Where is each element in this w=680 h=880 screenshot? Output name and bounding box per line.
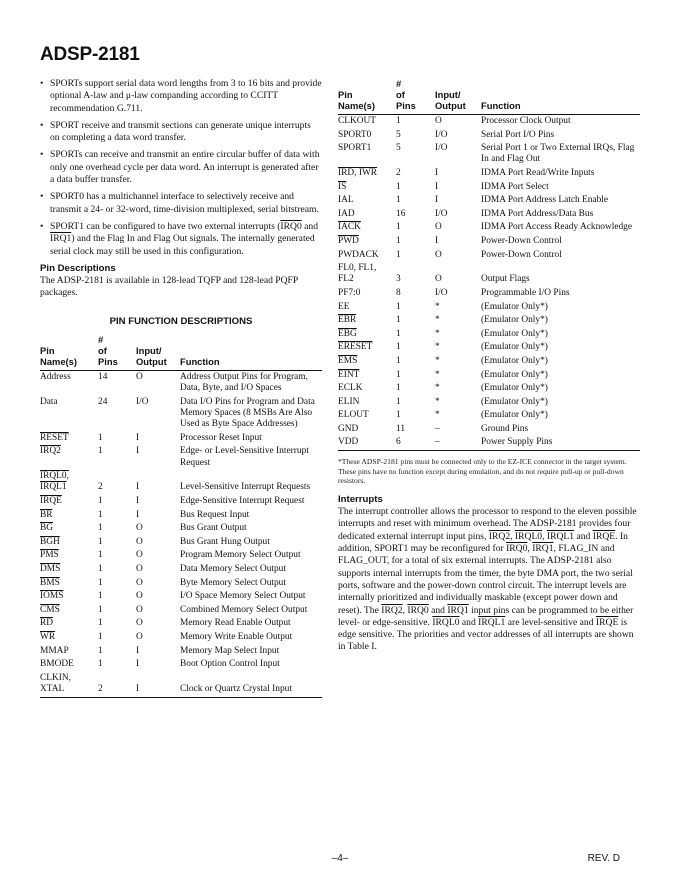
- pin-direction: I/O: [435, 129, 448, 140]
- table-row: [338, 129, 640, 143]
- pin-name: EE: [338, 301, 350, 312]
- pin-function: Processor Clock Output: [481, 116, 571, 126]
- table-row: [338, 369, 640, 383]
- pin-name: PF7:0: [338, 287, 361, 298]
- interrupts-heading: Interrupts: [338, 493, 383, 505]
- pin-count: 1: [98, 509, 103, 520]
- pin-direction: O: [435, 249, 442, 260]
- table-row: [338, 142, 640, 167]
- pin-function: Power-Down Control: [481, 249, 562, 260]
- pin-direction: I: [136, 496, 140, 507]
- pin-name: BMODE: [40, 659, 74, 670]
- pin-direction: I: [435, 167, 439, 178]
- pin-count: 3: [396, 274, 401, 285]
- table-row: [40, 617, 322, 631]
- table-row: [40, 396, 322, 432]
- table-row: [338, 167, 640, 181]
- table-row: [40, 495, 322, 509]
- table-row: [338, 194, 640, 208]
- pin-name: EINT: [338, 369, 360, 380]
- pin-count: 1: [396, 369, 401, 380]
- table-row: [338, 423, 640, 437]
- pin-count: 1: [98, 604, 103, 615]
- pin-direction: I: [435, 195, 439, 206]
- pin-function: (Emulator Only*): [481, 355, 548, 366]
- pin-count: 1: [396, 396, 401, 407]
- pin-function: Level-Sensitive Interrupt Requests: [180, 482, 311, 493]
- pin-direction: *: [435, 328, 440, 339]
- pin-direction: –: [435, 423, 440, 434]
- table-row: [338, 301, 640, 315]
- pin-name: ELOUT: [338, 410, 369, 421]
- pin-count: 5: [396, 129, 401, 140]
- table-row: [338, 436, 640, 450]
- pin-direction: O: [435, 274, 442, 285]
- pin-name: $\overline{BR}$: [40, 509, 53, 520]
- header-pin: Pin Name(s): [40, 345, 77, 368]
- pin-direction: I: [136, 482, 140, 493]
- pin-name: CLKIN, XTAL: [40, 672, 71, 694]
- pin-count: 1: [396, 328, 401, 339]
- table-row: [338, 355, 640, 369]
- pin-count: 1: [396, 355, 401, 366]
- pin-count: 1: [98, 496, 103, 507]
- pin-count: 1: [98, 523, 103, 534]
- pin-direction: O: [136, 591, 143, 602]
- pin-direction: I/O: [435, 143, 448, 154]
- pin-count: 1: [396, 410, 401, 421]
- pin-function: (Emulator Only*): [481, 369, 548, 380]
- pin-name: $\overline{PWD}$: [338, 235, 359, 246]
- pin-name: $\overline{IS}$: [338, 181, 347, 192]
- pin-function: Data I/O Pins for Program and Data Memory Spaces (8 MSBs Are Also Used as Byte Space Addresses): [180, 396, 315, 430]
- pin-count: 2: [98, 683, 103, 694]
- table-row: [40, 590, 322, 604]
- pin-name: IRQL0, IRQL1: [40, 471, 69, 493]
- pin-function: Memory Map Select Input: [180, 645, 280, 656]
- pin-count: 1: [396, 235, 401, 246]
- page-number: –4–: [331, 853, 349, 864]
- pin-function: (Emulator Only*): [481, 301, 548, 312]
- pin-count: 24: [98, 396, 108, 407]
- pin-function: Serial Port I/O Pins: [481, 129, 555, 140]
- table-row: [338, 115, 640, 129]
- pin-name: GND: [338, 423, 359, 434]
- pin-function: (Emulator Only*): [481, 396, 548, 407]
- pin-name: $\overline{CMS}$: [40, 604, 60, 615]
- pin-direction: I/O: [136, 396, 149, 407]
- pin-function: IDMA Port Read/Write Inputs: [481, 167, 595, 178]
- pin-count: 1: [396, 249, 401, 260]
- pin-count: 1: [98, 618, 103, 629]
- pin-function: (Emulator Only*): [481, 328, 548, 339]
- pin-function: IDMA Port Address Latch Enable: [481, 195, 609, 206]
- header-num: # of Pins: [98, 334, 118, 368]
- pin-count: 2: [396, 167, 401, 178]
- pin-direction: I: [136, 509, 140, 520]
- header-num: # of Pins: [396, 78, 416, 111]
- pin-function: Processor Reset Input: [180, 432, 262, 443]
- table-row: [338, 314, 640, 328]
- pin-direction: *: [435, 369, 440, 380]
- pin-function: Program Memory Select Output: [180, 550, 301, 561]
- pin-direction: *: [435, 342, 440, 353]
- bullet-item: • SPORT receive and transmit sections can generate unique interrupts on completing a data word transfer.: [40, 120, 322, 145]
- table-row: [338, 181, 640, 195]
- right-column: [338, 78, 640, 654]
- pin-function: Clock or Quartz Crystal Input: [180, 683, 292, 694]
- pin-direction: I: [136, 432, 140, 443]
- revision-label: REV. D: [587, 853, 620, 864]
- pin-count: 2: [98, 482, 103, 493]
- pin-direction: *: [435, 355, 440, 366]
- pin-count: 1: [396, 181, 401, 192]
- pin-direction: O: [136, 536, 143, 547]
- pin-table-right: [338, 78, 640, 451]
- pin-name: $\overline{DMS}$: [40, 564, 61, 574]
- pin-direction: *: [435, 301, 440, 312]
- pin-name: $\overline{EBG}$: [338, 328, 357, 339]
- pin-function: Bus Grant Output: [180, 523, 247, 534]
- pin-name: PWDACK: [338, 249, 379, 260]
- pin-count: 6: [396, 437, 401, 448]
- pin-function: (Emulator Only*): [481, 410, 548, 421]
- pin-function: Memory Write Enable Output: [180, 631, 293, 642]
- pin-name: IRD, IWR: [338, 167, 378, 178]
- pin-function: (Emulator Only*): [481, 315, 548, 326]
- pin-name: SPORT1: [338, 143, 372, 154]
- pin-function: (Emulator Only*): [481, 342, 548, 353]
- pin-direction: I: [435, 181, 439, 192]
- table-row: [40, 536, 322, 550]
- pin-count: 1: [98, 536, 103, 547]
- pin-count: 8: [396, 287, 401, 298]
- pin-name: $\overline{BG}$: [40, 523, 54, 534]
- pin-direction: O: [435, 116, 442, 126]
- pin-name: $\overline{WR}$: [40, 631, 56, 642]
- pin-function: Output Flags: [481, 274, 530, 285]
- table-row: [40, 445, 322, 470]
- pin-count: 1: [98, 591, 103, 602]
- table-row: [40, 604, 322, 618]
- pin-count: 1: [396, 342, 401, 353]
- table-row: [40, 432, 322, 446]
- pin-name: IOMS: [40, 591, 64, 602]
- pin-direction: O: [435, 222, 442, 233]
- pin-direction: *: [435, 396, 440, 407]
- pin-function: Edge-Sensitive Interrupt Request: [180, 496, 305, 507]
- pin-function: (Emulator Only*): [481, 383, 548, 394]
- pin-count: 1: [98, 631, 103, 642]
- pin-name: ERESET: [338, 342, 373, 353]
- table-row: [338, 328, 640, 342]
- pin-name: Data: [40, 396, 58, 407]
- pin-function: Edge- or Level-Sensitive Interrupt Request: [180, 446, 309, 468]
- pin-direction: O: [136, 550, 143, 561]
- table-row: [40, 672, 322, 697]
- pin-count: 1: [98, 550, 103, 561]
- pin-direction: O: [136, 577, 143, 588]
- pin-name: MMAP: [40, 645, 69, 656]
- table-row: [338, 409, 640, 423]
- pin-count: 1: [396, 315, 401, 326]
- pin-direction: *: [435, 383, 440, 394]
- bullet-item: • SPORTs support serial data word lengths from 3 to 16 bits and provide optional A-law and μ-law companding according to CCITT recommendation G.711.: [40, 78, 322, 115]
- pin-descriptions-heading: Pin Descriptions: [40, 262, 116, 274]
- pin-count: 1: [396, 222, 401, 233]
- pin-name: IAL: [338, 195, 354, 206]
- pin-direction: O: [136, 618, 143, 629]
- table-row: [40, 522, 322, 536]
- left-column: [40, 78, 322, 698]
- pin-name: Address: [40, 372, 71, 383]
- pin-function: Combined Memory Select Output: [180, 604, 308, 615]
- table-row: [40, 645, 322, 659]
- pin-table-left: [40, 334, 322, 698]
- table-row: [40, 470, 322, 495]
- pin-direction: I: [136, 446, 140, 457]
- table-row: [338, 341, 640, 355]
- table-row: [338, 221, 640, 235]
- table-row: [40, 371, 322, 396]
- header-io: Input/ Output: [136, 345, 167, 368]
- pin-function: IDMA Port Address/Data Bus: [481, 208, 594, 219]
- header-function: Function: [481, 100, 521, 111]
- pin-function: Byte Memory Select Output: [180, 577, 286, 588]
- pin-function: Ground Pins: [481, 423, 529, 434]
- pin-direction: I: [136, 659, 140, 670]
- table-row: [40, 658, 322, 672]
- table-row: [338, 382, 640, 396]
- table-row: [338, 235, 640, 249]
- pin-direction: I/O: [435, 208, 448, 219]
- pin-name: $\overline{EMS}$: [338, 355, 358, 366]
- table-row: [338, 396, 640, 410]
- pin-name: FL0, FL1, FL2: [338, 263, 377, 285]
- pin-name: ECLK: [338, 383, 363, 394]
- pin-name: VDD: [338, 437, 359, 448]
- pin-function: I/O Space Memory Select Output: [180, 591, 306, 602]
- pin-name: SPORT0: [338, 129, 372, 140]
- pin-direction: *: [435, 315, 440, 326]
- pin-direction: O: [136, 564, 143, 574]
- table-row: [40, 549, 322, 563]
- pin-count: 1: [98, 577, 103, 588]
- bullet-item: • SPORT0 has a multichannel interface to selectively receive and transmit a 24- or 32-word, time-division multiplexed, serial bitstream.: [40, 191, 322, 216]
- pin-function: Memory Read Enable Output: [180, 618, 291, 629]
- pin-name: IRQE: [40, 496, 62, 507]
- pin-count: 11: [396, 423, 406, 434]
- emulator-footnote: *These ADSP-2181 pins must be connected only to the EZ-ICE connector in the target system. These pins have no function except during emulation, and do not require pull-up or pull-down resistors.: [338, 457, 627, 486]
- pin-direction: O: [136, 604, 143, 615]
- pin-name: $\overline{EBR}$: [338, 315, 357, 326]
- table-row: [338, 208, 640, 222]
- pin-function: Power-Down Control: [481, 235, 562, 246]
- pin-function: Boot Option Control Input: [180, 659, 280, 670]
- pin-name: IAD: [338, 208, 355, 219]
- pin-count: 14: [98, 372, 108, 383]
- pin-direction: I: [435, 235, 439, 246]
- header-io: Input/ Output: [435, 89, 466, 111]
- pin-name: IRQ2: [40, 446, 61, 457]
- pin-name: $\overline{BGH}$: [40, 536, 60, 547]
- pin-count: 1: [396, 383, 401, 394]
- pin-name: $\overline{PMS}$: [40, 550, 59, 561]
- table-row: [40, 509, 322, 523]
- pin-name: CLKOUT: [338, 116, 377, 126]
- pin-direction: I: [136, 683, 140, 694]
- pin-count: 1: [98, 432, 103, 443]
- bullet-item: • SPORT1 can be configured to have two external interrupts (IRQ0 and IRQ1) and the Flag In and Flag Out signals. The internally generated serial clock may still be used in this configuration.: [40, 221, 322, 258]
- pin-direction: O: [136, 631, 143, 642]
- pin-function: Bus Request Input: [180, 509, 250, 520]
- pin-direction: O: [136, 523, 143, 534]
- pin-function: Address Output Pins for Program, Data, Byte, and I/O Spaces: [180, 372, 308, 394]
- pin-function: IDMA Port Access Ready Acknowledge: [481, 222, 633, 233]
- header-pin: Pin Name(s): [338, 89, 375, 111]
- table-row: [40, 577, 322, 591]
- interrupts-text: The interrupt controller allows the processor to respond to the eleven possible interrupts and reset with minimum overhead. The ADSP-2181 provides four dedicated external interrupt input pins, IRQ2, IRQL0, IRQL1 and IRQE. In addition, SPORT1 may be reconfigured for IRQ0, IRQ1, FLAG_IN and FLAG_OUT, for a total of six external interrupts. The ADSP-2181 also supports internal interrupts from the timer, the byte DMA port, the two serial ports, software and the power-down control circuit. The interrupt levels are internally prioritized and individually maskable (except power down and reset). The IRQ2, IRQ0 and IRQ1 input pins can be programmed to be either level- or edge-sensitive. IRQL0 and IRQL1 are level-sensitive and IRQE is edge sensitive. The priorities and vector addresses of all interrupts are shown in Table I.: [338, 506, 637, 653]
- pin-count: 16: [396, 208, 406, 219]
- pin-function: Power Supply Pins: [481, 437, 553, 448]
- pin-direction: I/O: [435, 287, 448, 298]
- pin-count: 1: [98, 659, 103, 670]
- pin-name: RESET: [40, 432, 69, 443]
- pin-count: 1: [98, 446, 103, 457]
- table-row: [338, 287, 640, 301]
- table-row: [338, 249, 640, 263]
- pin-direction: I: [136, 645, 140, 656]
- pin-function: IDMA Port Select: [481, 181, 549, 192]
- pin-direction: O: [136, 372, 143, 383]
- pin-name: $\overline{BMS}$: [40, 577, 60, 588]
- sport-bullet-list: [40, 78, 322, 258]
- pin-count: 1: [396, 301, 401, 312]
- pin-count: 5: [396, 143, 401, 154]
- document-title: ADSP-2181: [40, 44, 140, 65]
- pin-function: Bus Grant Hung Output: [180, 536, 270, 547]
- pin-count: 1: [396, 195, 401, 206]
- pin-count: 1: [98, 564, 103, 574]
- pin-name: ELIN: [338, 396, 360, 407]
- bullet-item: • SPORTs can receive and transmit an entire circular buffer of data with only one overhead cycle per data word. An interrupt is generated after a data buffer transfer.: [40, 149, 322, 186]
- table-row: [40, 631, 322, 645]
- header-function: Function: [180, 356, 220, 368]
- pin-direction: –: [435, 437, 440, 448]
- pin-function: Serial Port 1 or Two External IRQs, Flag In and Flag Out: [481, 143, 635, 165]
- pin-count: 1: [98, 645, 103, 656]
- table-row: [40, 563, 322, 577]
- pin-function: Data Memory Select Output: [180, 564, 286, 574]
- table-title: PIN FUNCTION DESCRIPTIONS: [109, 315, 253, 327]
- pin-name: $\overline{RD}$: [40, 618, 54, 629]
- pin-descriptions-text: The ADSP-2181 is available in 128-lead TQFP and 128-lead PQFP packages.: [40, 275, 298, 299]
- pin-function: Programmable I/O Pins: [481, 287, 570, 298]
- pin-direction: *: [435, 410, 440, 421]
- table-row: [338, 262, 640, 287]
- pin-name: IACK: [338, 222, 361, 233]
- pin-count: 1: [396, 116, 401, 126]
